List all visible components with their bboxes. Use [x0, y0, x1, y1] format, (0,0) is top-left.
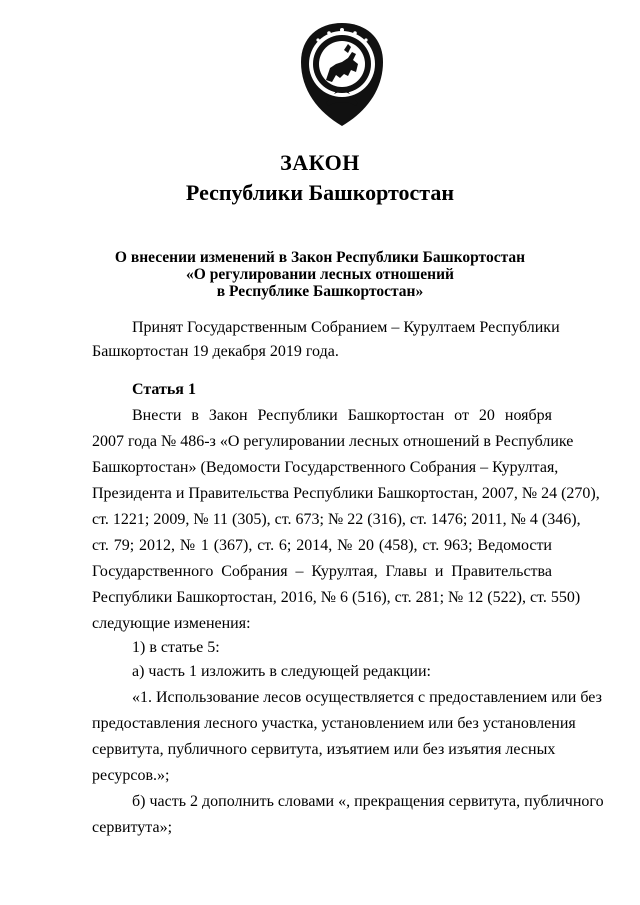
article-line: Республики Башкортостан, 2016, № 6 (516), ст. 281; № 12 (522), ст. 550) [92, 589, 581, 606]
quote-line: ресурсов.»; [92, 767, 170, 784]
adopted-line: Башкортостан 19 декабря 2019 года. [92, 343, 339, 360]
quote-line: предоставления лесного участка, установлением или без установления [92, 715, 576, 732]
subject-line: в Республике Башкортостан» [216, 283, 424, 300]
article-line: Внести в Закон Республики Башкортостан от 20 ноября [132, 407, 552, 424]
item-1a: а) часть 1 изложить в следующей редакции: [132, 663, 431, 680]
item-1b-line: сервитута»; [92, 819, 173, 836]
adopted-line: Принят Государственным Собранием – Курултаем Республики [132, 319, 560, 336]
article-line: Башкортостан» (Ведомости Государственного Собрания – Курултая, [92, 459, 559, 476]
document-title: ЗАКОН [280, 150, 360, 175]
article-line: Президента и Правительства Республики Башкортостан, 2007, № 24 (270), [92, 485, 600, 502]
quote-line: «1. Использование лесов осуществляется с предоставлением или без [132, 689, 602, 706]
article-line: следующие изменения: [92, 615, 251, 632]
article-line: 2007 года № 486-з «О регулировании лесных отношений в Республике [92, 433, 574, 450]
article-line: ст. 1221; 2009, № 11 (305), ст. 673; № 22 (316), ст. 1476; 2011, № 4 (346), [92, 511, 581, 528]
article-line: ст. 79; 2012, № 1 (367), ст. 6; 2014, № 20 (458), ст. 963; Ведомости [92, 537, 552, 554]
article-heading: Статья 1 [132, 381, 196, 398]
item-1b-line: б) часть 2 дополнить словами «, прекращения сервитута, публичного [132, 793, 604, 810]
document-subtitle: Республики Башкортостан [185, 180, 455, 205]
item-1: 1) в статье 5: [132, 639, 220, 656]
coat-of-arms-emblem [296, 20, 388, 130]
subject-line: «О регулировании лесных отношений [186, 266, 454, 283]
subject-line: О внесении изменений в Закон Республики Башкортостан [114, 249, 526, 266]
law-subject [0, 249, 640, 300]
quote-line: сервитута, публичного сервитута, изъятием или без изъятия лесных [92, 741, 556, 758]
article-line: Государственного Собрания – Курултая, Главы и Правительства [92, 563, 552, 580]
